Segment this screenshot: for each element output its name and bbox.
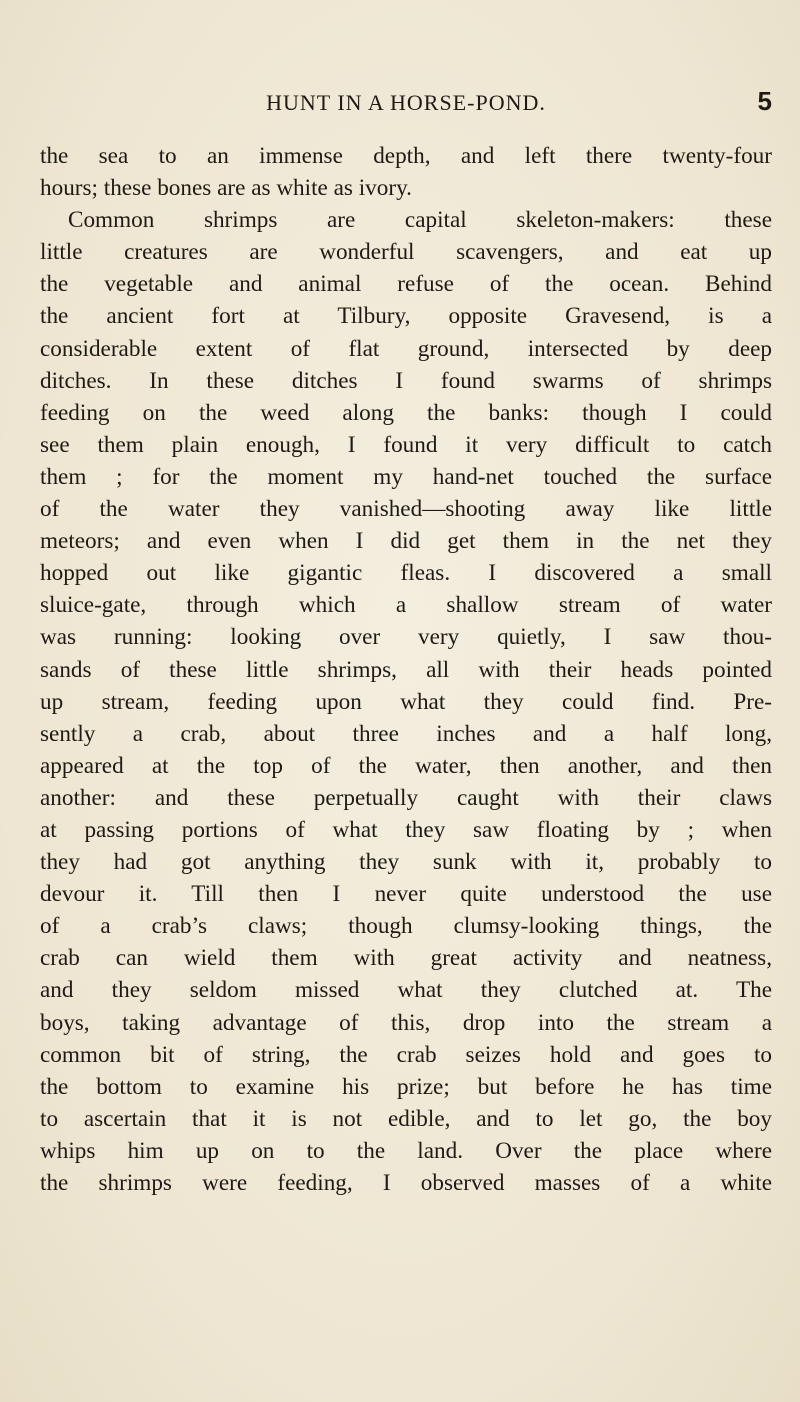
text-line: feeding on the weed along the banks: though I could [40, 399, 772, 426]
text-line: sands of these little shrimps, all with their heads pointed [40, 656, 772, 683]
text-line: crab can wield them with great activity and neatness, [40, 945, 772, 972]
text-line: meteors; and even when I did get them in the net they [40, 528, 772, 555]
body-text [40, 140, 772, 1199]
text-line: at passing portions of what they saw floating by ; when [40, 816, 772, 843]
text-line: of a crab’s claws; though clumsy-looking things, the [40, 913, 772, 940]
text-line: see them plain enough, I found it very difficult to catch [40, 431, 772, 458]
text-line: them ; for the moment my hand-net touched the surface [40, 463, 772, 490]
text-line: up stream, feeding upon what they could find. Pre- [40, 688, 772, 715]
text-line: the shrimps were feeding, I observed masses of a white [40, 1170, 772, 1196]
page-number: 5 [757, 86, 772, 116]
text-line: the vegetable and animal refuse of the ocean. Behind [40, 271, 772, 298]
paragraph-start-line: Common shrimps are capital skeleton-makers: these [68, 207, 772, 234]
text-line: they had got anything they sunk with it, probably to [40, 849, 772, 876]
text-line: the sea to an immense depth, and left there twenty-four [40, 143, 772, 169]
text-line: sently a crab, about three inches and a half long, [40, 720, 772, 747]
text-line: considerable extent of flat ground, intersected by deep [40, 335, 772, 362]
text-line: devour it. Till then I never quite understood the use [40, 881, 772, 908]
text-line: sluice-gate, through which a shallow stream of water [40, 592, 772, 619]
text-line: the bottom to examine his prize; but before he has time [40, 1073, 772, 1100]
text-line: the ancient fort at Tilbury, opposite Gravesend, is a [40, 303, 772, 330]
text-line: whips him up on to the land. Over the place where [40, 1137, 772, 1164]
text-line: and they seldom missed what they clutched at. The [40, 977, 772, 1004]
text-line: was running: looking over very quietly, I saw thou- [40, 624, 772, 651]
text-line: common bit of string, the crab seizes hold and goes to [40, 1041, 772, 1068]
text-line: of the water they vanished—shooting away like little [40, 496, 772, 523]
text-line: to ascertain that it is not edible, and to let go, the boy [40, 1105, 772, 1132]
text-line: hours; these bones are as white as ivory. [40, 175, 412, 202]
text-line: another: and these perpetually caught with their claws [40, 784, 772, 811]
text-line: boys, taking advantage of this, drop into the stream a [40, 1009, 772, 1036]
running-title: HUNT IN A HORSE-POND. [266, 90, 546, 115]
running-head [40, 88, 772, 118]
text-line: ditches. In these ditches I found swarms of shrimps [40, 367, 772, 394]
text-line: little creatures are wonderful scavengers, and eat up [40, 239, 772, 266]
text-line: appeared at the top of the water, then another, and then [40, 752, 772, 779]
text-line: hopped out like gigantic fleas. I discovered a small [40, 560, 772, 587]
